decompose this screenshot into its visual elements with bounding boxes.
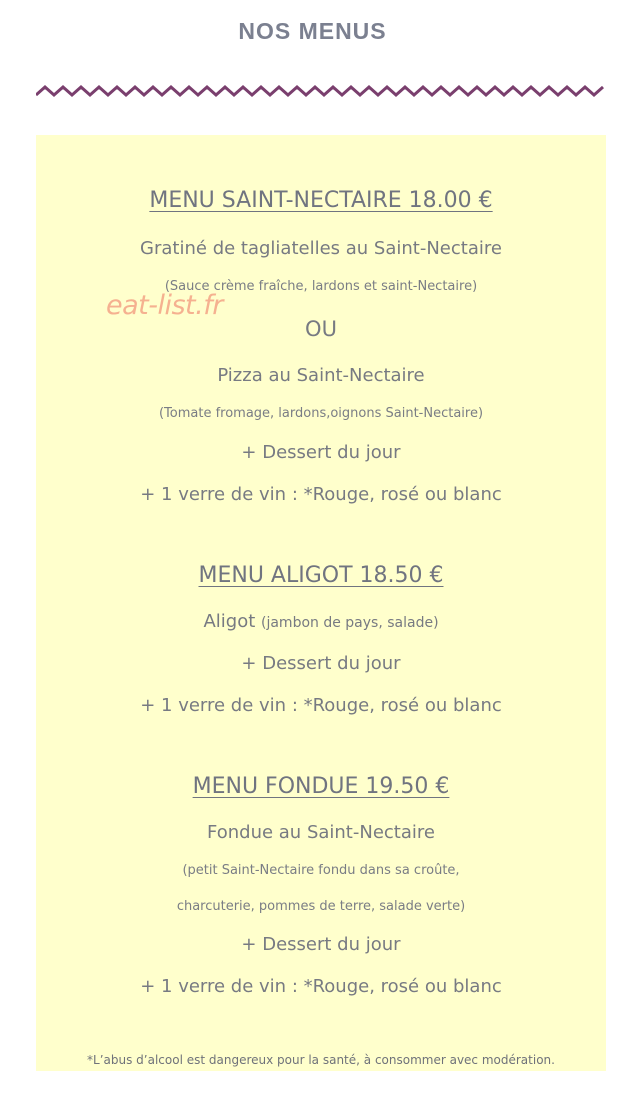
menu-saint-nectaire-option2-note: (Tomate fromage, lardons,oignons Saint-Nectaire): [158, 406, 484, 421]
menu-saint-nectaire-separator: OU: [305, 317, 337, 341]
menu-fondue-wine: + 1 verre de vin : *Rouge, rosé ou blanc: [140, 976, 502, 997]
alcohol-disclaimer: *L’abus d’alcool est dangereux pour la santé, à consommer avec modération.: [87, 1053, 555, 1067]
menu-aligot-dish-note: (jambon de pays, salade): [261, 615, 439, 631]
menu-box: [36, 135, 606, 1071]
menu-fondue-dessert: + Dessert du jour: [241, 934, 401, 955]
menu-saint-nectaire-option1-note: (Sauce crème fraîche, lardons et saint-Nectaire): [164, 279, 478, 294]
zigzag-divider: [36, 84, 606, 98]
menu-aligot-dish: Aligot: [203, 611, 256, 632]
menu-saint-nectaire-wine: + 1 verre de vin : *Rouge, rosé ou blanc: [140, 484, 502, 505]
page-title: NOS MENUS: [238, 18, 387, 44]
menu-fondue-note-line2: charcuterie, pommes de terre, salade verte): [176, 899, 466, 914]
menu-saint-nectaire-dessert: + Dessert du jour: [241, 442, 401, 463]
menu-aligot-heading: MENU ALIGOT 18.50 €: [198, 563, 444, 588]
menu-fondue-note-line1: (petit Saint-Nectaire fondu dans sa croûte,: [182, 863, 460, 878]
menu-saint-nectaire-option1: Gratiné de tagliatelles au Saint-Nectaire: [140, 238, 502, 259]
menu-aligot-dessert: + Dessert du jour: [241, 653, 401, 674]
menu-fondue-heading: MENU FONDUE 19.50 €: [192, 774, 450, 799]
menu-aligot-dish-line: [36, 611, 606, 632]
menu-fondue-dish: Fondue au Saint-Nectaire: [207, 822, 435, 843]
menu-saint-nectaire-option2: Pizza au Saint-Nectaire: [217, 365, 425, 386]
watermark-logo: eat-list.fr: [106, 290, 223, 321]
menu-saint-nectaire-heading: MENU SAINT-NECTAIRE 18.00 €: [149, 188, 493, 213]
menu-aligot-wine: + 1 verre de vin : *Rouge, rosé ou blanc: [140, 695, 502, 716]
